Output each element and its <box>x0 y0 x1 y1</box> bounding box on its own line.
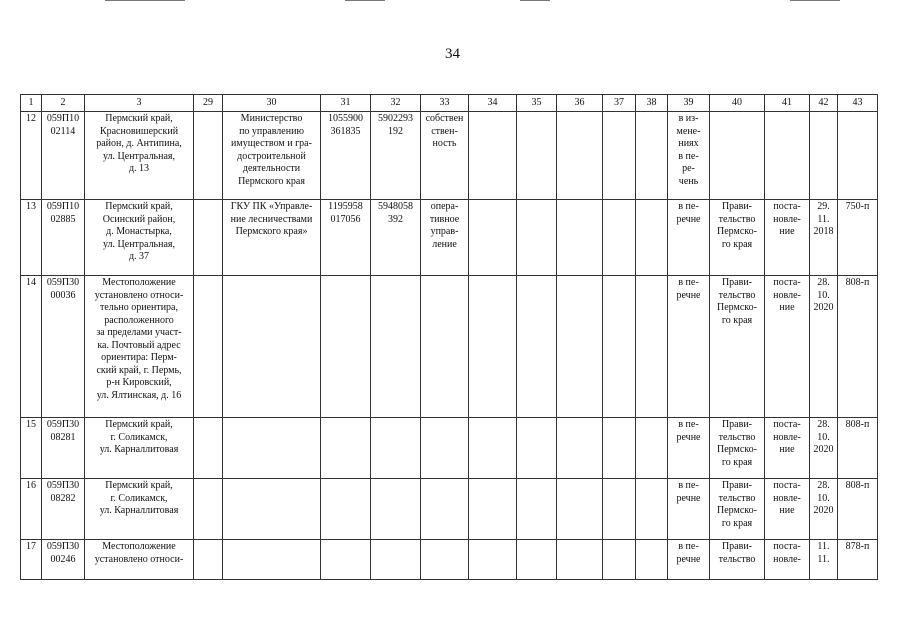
table-cell-holder-name <box>223 112 321 200</box>
table-cell-document-type <box>765 276 810 418</box>
table-cell-col-29 <box>194 479 223 540</box>
table-cell-cadastral-number <box>42 112 85 200</box>
table-cell-document-number <box>838 418 878 479</box>
table-cell-document-date <box>810 112 838 200</box>
table-cell-inn <box>371 276 421 418</box>
table-cell-document-type <box>765 200 810 276</box>
table-cell-ogrn <box>321 200 371 276</box>
table-cell-col-29 <box>194 112 223 200</box>
table-cell-right-type <box>421 276 469 418</box>
table-row <box>21 112 878 200</box>
table-cell-col-36 <box>557 479 603 540</box>
cell-text: в пе- речне <box>676 541 701 565</box>
table-cell-col-37 <box>603 200 636 276</box>
table-cell-col-34 <box>469 479 517 540</box>
table-cell-col-35 <box>517 112 557 200</box>
table-cell-issuing-body <box>710 418 765 479</box>
cell-text: Прави- тельство Пермско- го края <box>717 419 757 468</box>
column-header: 1 <box>21 95 42 112</box>
cell-text: Прави- тельство Пермско- го края <box>717 201 757 250</box>
table-cell-col-34 <box>469 112 517 200</box>
table-cell-list-status <box>668 200 710 276</box>
column-header: 42 <box>810 95 838 112</box>
table-cell-col-38 <box>636 479 668 540</box>
column-header: 3 <box>85 95 194 112</box>
cell-text: Пермский край, Красновишерский район, д. Антипина, ул. Центральная, д. 13 <box>96 113 182 174</box>
table-cell-col-34 <box>469 276 517 418</box>
cell-text: 059П10 02885 <box>46 201 80 225</box>
table-row <box>21 479 878 540</box>
table-cell-address <box>85 112 194 200</box>
table-cell-document-type <box>765 540 810 580</box>
cell-text: Министерство по управлению имуществом и гра- достроительной деятельности Пермского края <box>231 113 312 187</box>
cell-text: 5948058 392 <box>378 201 413 225</box>
table-cell-col-37 <box>603 112 636 200</box>
table-cell-list-status <box>668 276 710 418</box>
cell-text: 1055900 361835 <box>328 113 363 137</box>
table-cell-document-date <box>810 479 838 540</box>
cell-text: 1195958 017056 <box>328 201 363 225</box>
cell-text: 16 <box>26 480 36 491</box>
table-cell-inn <box>371 540 421 580</box>
table-cell-col-38 <box>636 200 668 276</box>
table-cell-holder-name <box>223 540 321 580</box>
cell-text: 878-п <box>845 541 870 552</box>
table-cell-col-38 <box>636 540 668 580</box>
table-cell-col-37 <box>603 418 636 479</box>
table-cell-address <box>85 418 194 479</box>
table-cell-col-34 <box>469 540 517 580</box>
table-cell-cadastral-number <box>42 276 85 418</box>
cell-text: Местоположение установлено относи- тельно ориентира, расположенного за пределами участ- ка. Почтовый адрес ориентира: Перм- ский край, г. Пермь, р-н Кировский, ул. Ялтинская, д. 16 <box>94 277 184 401</box>
table-cell-document-date <box>810 200 838 276</box>
table-row <box>21 418 878 479</box>
table-cell-col-36 <box>557 200 603 276</box>
column-header: 34 <box>469 95 517 112</box>
table-cell-document-number <box>838 112 878 200</box>
table-cell-row-number <box>21 200 42 276</box>
table-cell-col-35 <box>517 276 557 418</box>
cell-text: поста- новле- ние <box>773 480 801 516</box>
table-cell-col-36 <box>557 418 603 479</box>
table-cell-document-date <box>810 418 838 479</box>
cell-text: 28. 10. 2020 <box>813 419 834 455</box>
table-cell-col-38 <box>636 418 668 479</box>
column-header: 37 <box>603 95 636 112</box>
column-header: 33 <box>421 95 469 112</box>
column-header: 41 <box>765 95 810 112</box>
table-cell-ogrn <box>321 479 371 540</box>
table-cell-col-34 <box>469 418 517 479</box>
cell-text: 15 <box>26 419 36 430</box>
table-cell-row-number <box>21 418 42 479</box>
cell-text: Пермский край, Осинский район, д. Монастырка, ул. Центральная, д. 37 <box>102 201 176 262</box>
table-cell-cadastral-number <box>42 200 85 276</box>
table-cell-cadastral-number <box>42 540 85 580</box>
table-cell-col-35 <box>517 418 557 479</box>
table-cell-col-29 <box>194 276 223 418</box>
cell-text: 29. 11. 2018 <box>813 201 834 237</box>
cell-text: поста- новле- ние <box>773 277 801 313</box>
scan-edge-mark <box>105 0 185 1</box>
table-cell-issuing-body <box>710 200 765 276</box>
table-cell-right-type <box>421 200 469 276</box>
table-cell-col-35 <box>517 540 557 580</box>
table-cell-document-type <box>765 418 810 479</box>
cell-text: 17 <box>26 541 36 552</box>
table-row <box>21 276 878 418</box>
cell-text: 28. 10. 2020 <box>813 277 834 313</box>
column-header: 40 <box>710 95 765 112</box>
table-cell-col-34 <box>469 200 517 276</box>
table-cell-col-36 <box>557 540 603 580</box>
table-cell-right-type <box>421 540 469 580</box>
table-body <box>21 112 878 580</box>
table-cell-holder-name <box>223 200 321 276</box>
table-cell-address <box>85 540 194 580</box>
column-header: 30 <box>223 95 321 112</box>
table-cell-document-number <box>838 200 878 276</box>
cell-text: поста- новле- ние <box>773 419 801 455</box>
cell-text: 750-п <box>845 201 870 212</box>
cell-text: Пермский край, г. Соликамск, ул. Карналлитовая <box>99 419 179 455</box>
table-cell-col-36 <box>557 112 603 200</box>
column-header: 35 <box>517 95 557 112</box>
scan-edge-mark <box>520 0 550 1</box>
column-header: 36 <box>557 95 603 112</box>
cell-text: 808-п <box>845 480 870 491</box>
table-cell-col-29 <box>194 200 223 276</box>
table-cell-ogrn <box>321 418 371 479</box>
cell-text: в пе- речне <box>676 480 701 504</box>
cell-text: опера- тивное управ- ление <box>429 201 460 250</box>
cell-text: Прави- тельство Пермско- го края <box>717 277 757 326</box>
table-row <box>21 200 878 276</box>
cell-text: 808-п <box>845 419 870 430</box>
table-row <box>21 540 878 580</box>
table-cell-holder-name <box>223 276 321 418</box>
cell-text: в из- мене- ниях в пе- ре- чень <box>676 113 701 187</box>
cell-text: ГКУ ПК «Управле- ние лесничествами Пермского края» <box>230 201 313 237</box>
table-cell-document-number <box>838 276 878 418</box>
table-cell-col-29 <box>194 540 223 580</box>
cell-text: Пермский край, г. Соликамск, ул. Карналлитовая <box>99 480 179 516</box>
table-cell-cadastral-number <box>42 418 85 479</box>
scan-edge-mark <box>790 0 840 1</box>
table-cell-issuing-body <box>710 276 765 418</box>
column-header: 29 <box>194 95 223 112</box>
table-cell-address <box>85 200 194 276</box>
table-cell-col-37 <box>603 540 636 580</box>
table-cell-document-date <box>810 540 838 580</box>
table-cell-holder-name <box>223 418 321 479</box>
cell-text: 14 <box>26 277 36 288</box>
table-cell-col-38 <box>636 276 668 418</box>
table-cell-cadastral-number <box>42 479 85 540</box>
registry-table <box>20 94 878 580</box>
table-cell-issuing-body <box>710 112 765 200</box>
column-header: 31 <box>321 95 371 112</box>
cell-text: 13 <box>26 201 36 212</box>
cell-text: в пе- речне <box>676 201 701 225</box>
table-cell-right-type <box>421 112 469 200</box>
table-cell-document-number <box>838 479 878 540</box>
table-cell-holder-name <box>223 479 321 540</box>
cell-text: Прави- тельство <box>718 541 756 565</box>
cell-text: 059П30 08282 <box>46 480 80 504</box>
cell-text: 28. 10. 2020 <box>813 480 834 516</box>
table-cell-col-35 <box>517 200 557 276</box>
table-cell-inn <box>371 200 421 276</box>
cell-text: поста- новле- <box>773 541 801 565</box>
table-cell-ogrn <box>321 112 371 200</box>
table-cell-list-status <box>668 479 710 540</box>
column-header: 32 <box>371 95 421 112</box>
table-cell-col-36 <box>557 276 603 418</box>
cell-text: 5902293 192 <box>378 113 413 137</box>
cell-text: 059П10 02114 <box>46 113 80 137</box>
cell-text: в пе- речне <box>676 419 701 443</box>
table-cell-row-number <box>21 479 42 540</box>
table-cell-col-37 <box>603 276 636 418</box>
cell-text: Местоположение установлено относи- <box>94 541 184 565</box>
table-cell-list-status <box>668 540 710 580</box>
table-cell-document-date <box>810 276 838 418</box>
table-cell-list-status <box>668 418 710 479</box>
table-cell-right-type <box>421 479 469 540</box>
cell-text: 11. 11. <box>817 541 830 565</box>
column-header: 38 <box>636 95 668 112</box>
table-cell-row-number <box>21 276 42 418</box>
table-cell-inn <box>371 112 421 200</box>
table-cell-col-38 <box>636 112 668 200</box>
table-cell-row-number <box>21 112 42 200</box>
table-cell-ogrn <box>321 540 371 580</box>
table-cell-issuing-body <box>710 479 765 540</box>
scan-edge-mark <box>345 0 385 1</box>
cell-text: Прави- тельство Пермско- го края <box>717 480 757 529</box>
cell-text: поста- новле- ние <box>773 201 801 237</box>
cell-text: 059П30 00246 <box>46 541 80 565</box>
cell-text: 808-п <box>845 277 870 288</box>
table-cell-document-type <box>765 479 810 540</box>
table-cell-col-35 <box>517 479 557 540</box>
table-cell-issuing-body <box>710 540 765 580</box>
table-cell-address <box>85 276 194 418</box>
cell-text: собствен ствен- ность <box>425 113 464 149</box>
table-cell-document-type <box>765 112 810 200</box>
table-cell-inn <box>371 479 421 540</box>
page-number: 34 <box>445 46 460 62</box>
table-cell-col-37 <box>603 479 636 540</box>
cell-text: 059П30 08281 <box>46 419 80 443</box>
cell-text: 059П30 00036 <box>46 277 80 301</box>
table-cell-ogrn <box>321 276 371 418</box>
table-cell-row-number <box>21 540 42 580</box>
column-header: 39 <box>668 95 710 112</box>
table-cell-col-29 <box>194 418 223 479</box>
cell-text: в пе- речне <box>676 277 701 301</box>
column-header: 43 <box>838 95 878 112</box>
cell-text: 12 <box>26 113 36 124</box>
table-cell-address <box>85 479 194 540</box>
table-cell-list-status <box>668 112 710 200</box>
column-header: 2 <box>42 95 85 112</box>
table-cell-document-number <box>838 540 878 580</box>
table-cell-inn <box>371 418 421 479</box>
table-cell-right-type <box>421 418 469 479</box>
header-row <box>21 95 878 112</box>
